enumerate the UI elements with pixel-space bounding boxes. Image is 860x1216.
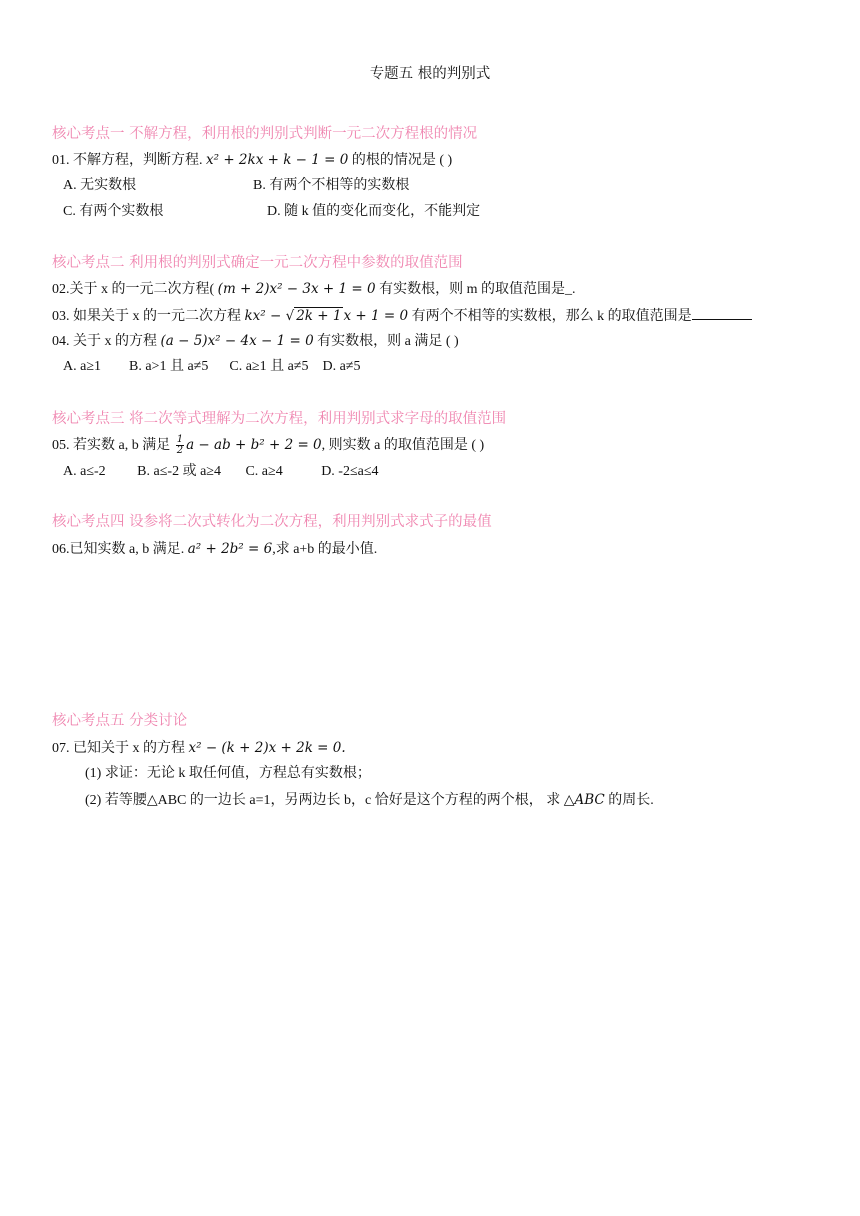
q05-options: A. a≤-2 B. a≤-2 或 a≥4 C. a≥4 D. -2≤a≤4 xyxy=(63,464,379,479)
question-06 xyxy=(52,539,377,560)
q07-part-2-text: (2) 若等腰△ABC 的一边长 a=1，另两边长 b，c 恰好是这个方程的两个根， 求 △ xyxy=(85,793,575,808)
section-heading-1: 核心考点一 不解方程，利用根的判别式判断一元二次方程根的情况 xyxy=(52,126,478,142)
section-heading-2: 核心考点二 利用根的判别式确定一元二次方程中参数的取值范围 xyxy=(52,255,463,271)
q05-prefix: 05. 若实数 a, b 满足 xyxy=(52,438,174,453)
section-heading-4: 核心考点四 设参将二次式转化为二次方程，利用判别式求式子的最值 xyxy=(52,514,492,530)
q04-options: A. a≥1 B. a>1 且 a≠5 C. a≥1 且 a≠5 D. a≠5 xyxy=(63,359,361,374)
q04-suffix: 有实数根，则 a 满足 ( ) xyxy=(313,334,459,349)
sqrt-sign: √ xyxy=(285,308,295,324)
q06-equation: a² + 2b² = 6 xyxy=(187,541,273,557)
fraction-one-half xyxy=(176,435,184,456)
q06-suffix: ,求 a+b 的最小值. xyxy=(272,542,378,557)
q01-prefix: 01. 不解方程，判断方程. xyxy=(52,153,206,168)
question-05 xyxy=(52,435,484,456)
q07-part-2 xyxy=(85,790,654,811)
q07-prefix: 07. 已知关于 x 的方程 xyxy=(52,741,189,756)
q03-suffix: 有两个不相等的实数根，那么 k 的取值范围是 xyxy=(408,309,692,324)
q03-prefix: 03. 如果关于 x 的一元二次方程 xyxy=(52,309,245,324)
q05-suffix: , 则实数 a 的取值范围是 ( ) xyxy=(321,438,485,453)
question-04 xyxy=(52,331,459,352)
section-heading-5: 核心考点五 分类讨论 xyxy=(52,713,188,729)
q05-equation: a − ab + b² + 2 = 0 xyxy=(186,437,322,453)
q01-suffix: 的根的情况是 ( ) xyxy=(348,153,453,168)
q01-option-a: A. 无实数根 xyxy=(63,178,137,193)
q06-prefix: 06.已知实数 a, b 满足. xyxy=(52,542,188,557)
page-title: 专题五 根的判别式 xyxy=(369,66,491,82)
q03-sqrt-radicand: 2k + 1 xyxy=(296,308,342,324)
q03-equation-part-b: x + 1 = 0 xyxy=(343,308,409,324)
question-07 xyxy=(52,738,346,759)
q01-equation: x² + 2kx + k − 1 = 0 xyxy=(206,152,349,168)
q04-prefix: 04. 关于 x 的方程 xyxy=(52,334,161,349)
fraction-numerator: 1 xyxy=(176,434,184,446)
q03-equation-part-a: kx² − xyxy=(244,308,286,324)
section-heading-3: 核心考点三 将二次等式理解为二次方程，利用判别式求字母的取值范围 xyxy=(52,411,507,427)
q01-option-c: C. 有两个实数根 xyxy=(63,204,164,219)
q07-triangle-name: ABC xyxy=(574,792,605,808)
question-03 xyxy=(52,305,752,327)
q02-suffix: 有实数根，则 m 的取值范围是_. xyxy=(375,282,576,297)
answer-blank xyxy=(692,305,752,320)
q01-option-b: B. 有两个不相等的实数根 xyxy=(253,178,410,193)
q07-equation: x² − (k + 2)x + 2k = 0. xyxy=(188,740,346,756)
q02-equation: (m + 2)x² − 3x + 1 = 0 xyxy=(217,281,376,297)
q07-part-2-suffix: 的周长. xyxy=(604,793,654,808)
q01-option-d: D. 随 k 值的变化而变化，不能判定 xyxy=(267,204,481,219)
q04-equation: (a − 5)x² − 4x − 1 = 0 xyxy=(160,333,314,349)
question-02 xyxy=(52,279,575,300)
question-01 xyxy=(52,150,452,171)
q02-prefix: 02.关于 x 的一元二次方程( xyxy=(52,282,218,297)
q07-part-1: (1) 求证：无论 k 取任何值，方程总有实数根； xyxy=(85,766,371,781)
fraction-denominator: 2 xyxy=(176,445,184,457)
